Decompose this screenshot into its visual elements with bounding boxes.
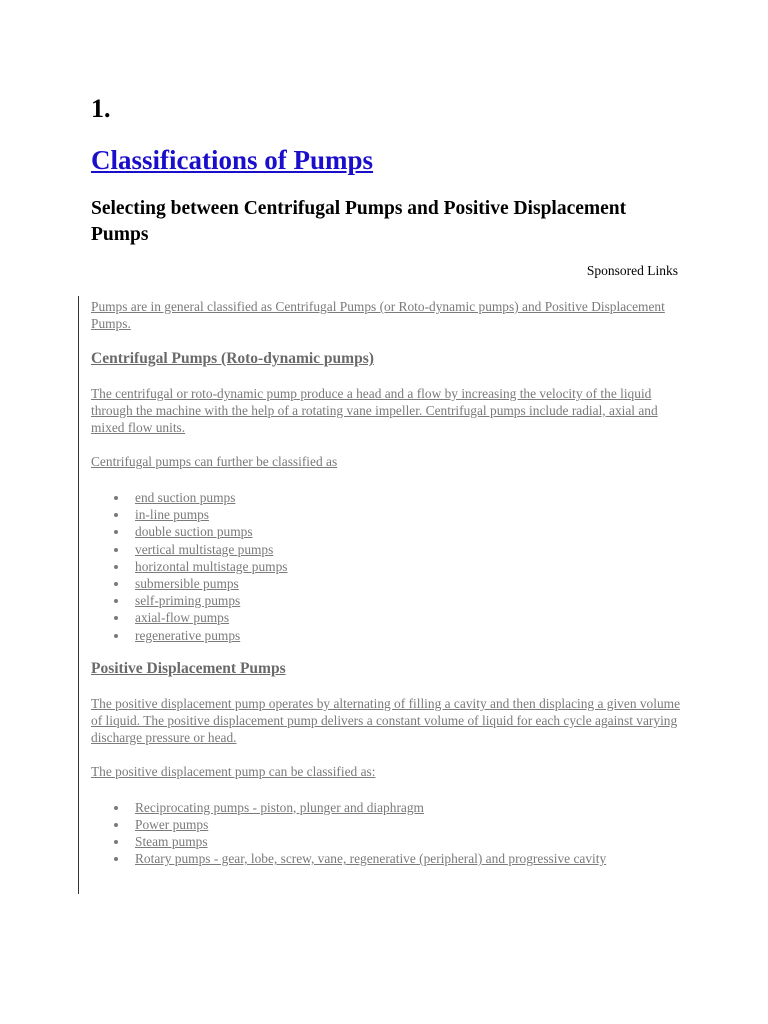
bullet-icon [114, 857, 118, 861]
list-item[interactable] [91, 541, 681, 558]
list-item-text[interactable]: end suction pumps [135, 490, 236, 505]
article-content [91, 298, 681, 867]
page-subtitle: Selecting between Centrifugal Pumps and Positive Displacement Pumps [91, 198, 627, 245]
list-item[interactable] [91, 558, 681, 575]
bullet-icon [114, 548, 118, 552]
list-item-text[interactable]: in-line pumps [135, 507, 210, 523]
list-item-text[interactable]: regenerative pumps [135, 627, 241, 643]
bullet-icon [114, 616, 118, 620]
bullet-icon [114, 530, 118, 534]
bullet-icon [114, 823, 118, 827]
list-item[interactable] [91, 833, 681, 850]
list-item[interactable] [91, 850, 681, 867]
list-item[interactable] [91, 627, 681, 644]
centrifugal-types-list [91, 489, 681, 644]
bullet-icon [114, 496, 118, 500]
bullet-icon [114, 806, 118, 810]
list-item[interactable] [91, 506, 681, 523]
list-item-text[interactable]: vertical multistage pumps [135, 541, 274, 557]
list-item-text[interactable]: Reciprocating pumps - piston, plunger and diaphragm [135, 799, 424, 815]
bullet-icon [114, 565, 118, 569]
list-item[interactable] [91, 523, 681, 540]
positive-displacement-heading[interactable]: Positive Displacement Pumps [91, 659, 286, 677]
list-item-text[interactable]: double suction pumps [135, 524, 253, 540]
centrifugal-description[interactable]: The centrifugal or roto-dynamic pump produce a head and a flow by increasing the velocity of the liquid through the machine with the help of a rotating vane impeller. Centrifugal pumps include radial, axial and mixed flow units. [91, 386, 658, 435]
content-left-border [78, 296, 79, 894]
bullet-icon [114, 582, 118, 586]
list-item-text[interactable]: submersible pumps [135, 575, 239, 591]
list-item-text[interactable]: axial-flow pumps [135, 610, 230, 626]
list-item-text[interactable]: Steam pumps [135, 834, 208, 850]
positive-types-list [91, 799, 681, 868]
list-item[interactable] [91, 816, 681, 833]
list-item[interactable] [91, 799, 681, 816]
centrifugal-heading[interactable]: Centrifugal Pumps (Roto-dynamic pumps) [91, 350, 374, 367]
sponsored-links-label: Sponsored Links [586, 263, 678, 278]
bullet-icon [114, 634, 118, 638]
list-item-text[interactable]: self-priming pumps [135, 593, 241, 609]
list-item-text[interactable]: Power pumps [135, 816, 209, 832]
bullet-icon [114, 599, 118, 603]
list-item[interactable] [91, 592, 681, 609]
centrifugal-classified-as[interactable]: Centrifugal pumps can further be classified as [91, 454, 338, 469]
page-title-link[interactable]: Classifications of Pumps [91, 145, 374, 175]
list-item[interactable] [91, 575, 681, 592]
list-item-text[interactable]: Rotary pumps - gear, lobe, screw, vane, regenerative (peripheral) and progressive cavity [135, 851, 607, 867]
list-item[interactable] [91, 609, 681, 626]
section-number: 1. [91, 94, 111, 123]
intro-paragraph[interactable]: Pumps are in general classified as Centrifugal Pumps (or Roto-dynamic pumps) and Positive Displacement Pumps. [91, 299, 665, 331]
positive-classified-as[interactable]: The positive displacement pump can be classified as: [91, 763, 376, 779]
bullet-icon [114, 513, 118, 517]
list-item[interactable] [91, 489, 681, 506]
positive-displacement-description[interactable]: The positive displacement pump operates by alternating of filling a cavity and then displacing a given volume of liquid. The positive displacement pump delivers a constant volume of liquid for each cycle against varying discharge pressure or head. [91, 695, 681, 745]
list-item-text[interactable]: horizontal multistage pumps [135, 558, 288, 574]
bullet-icon [114, 840, 118, 844]
